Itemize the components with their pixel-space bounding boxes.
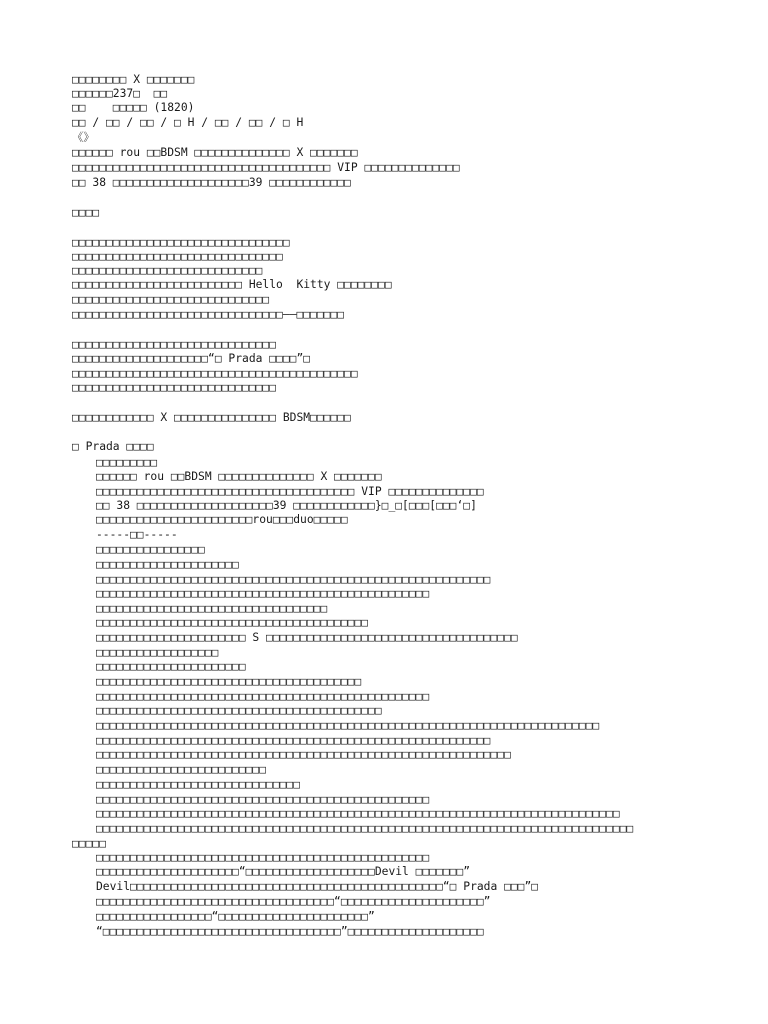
paragraph-line: □□□□□□□□□□□□□□□□□□□□□□□□□□□□□□□——□□□□□□□ [72, 308, 345, 321]
quote-line: □□□□□□□□□□□□□□□□□□□□□□□□□□□□□□□□□□□□□□□□ [96, 616, 369, 629]
quote-line: □□□□□□□□□ [96, 456, 158, 469]
paragraph-line: □□□□□□□□□□□□□□□□□□□□“□ Prada □□□□”□ [72, 352, 311, 365]
paragraph-line: □□□□□□□□□□□□□□□□□□□□□□□□□□□□□□□□□□□□□□□□□□ [72, 367, 358, 380]
quote-line: □□□□□□□□□□□□□□□□□□□□□□□□□□□□□□□□□□□□□□□□□□□□□□□□□□□□□□□□□□ [96, 573, 491, 586]
paragraph-line: □□□□□□□□□□□□□□□□□□□□□□□□□□□□□ [72, 293, 270, 306]
quote-line: □□□□□□□□□□□□□□□□□□□□□□□rou□□□duo□□□□□ [96, 513, 348, 526]
quote-line: □□□□□□□□□□□□□□□□□□□□□“□□□□□□□□□□□□□□□□□□□Devil □□□□□□□” [96, 865, 471, 878]
paragraph-line: □□□□□□□□□□□□□□□□□□□□□□□□□□□□□□□ [72, 250, 283, 263]
quote-line: □□□□□□□□□□□□□□□□□□□□□□□□□ [96, 763, 267, 776]
paragraph-line: □□□□□□□□□□□□□□□□□□□□□□□□□□□□□□ [72, 338, 277, 351]
quote-line: □□□□□□□□□□□□□□□□□□□□□□ S □□□□□□□□□□□□□□□□□□□□□□□□□□□□□□□□□□□□□ [96, 631, 518, 644]
quote-line: □□□□□□□□□□□□□□□□□□□□□□□□□□□□□□□□□□□□□□□□□□□□□□□□□ [96, 690, 430, 703]
quote-line: □□□□□□□□□□□□□□□□□□ [96, 646, 219, 659]
quote-line: “□□□□□□□□□□□□□□□□□□□□□□□□□□□□□□□□□□□”□□□□□□□□□□□□□□□□□□□□ [96, 925, 484, 938]
section-heading: □□□□□ [72, 837, 107, 850]
quote-line: □□□□□□□□□□□□□□□□□□□□□□□□□□□□□□□□□□□□□□□□□□□□□□□□□□□□□□□□□□□□□□□□□□□□□□□□□□ [96, 719, 600, 732]
quote-line: Devil□□□□□□□□□□□□□□□□□□□□□□□□□□□□□□□□□□□□□□□□□□□□□□“□ Prada □□□”□ [96, 880, 539, 893]
paragraph-line: □□□□□□□□□□□□□□□□□□□□□□□□□ Hello Kitty □□□□□□□□ [72, 278, 392, 291]
paragraph-line: □□□□□□□□□□□□□□□□□□□□□□□□□□□□□□□□ [72, 236, 290, 249]
quote-line: □□□□□□□□□□□□□□□□□□□□□□□□□□□□□□□□□□ [96, 602, 328, 615]
quote-line: □□□□□□□□□□□□□□□□□□□□□□□□□□□□□□□□□□□□□□□□□□□□□□□□□□□□□□□□□□ [96, 734, 491, 747]
doc-summary-line: □□ 38 □□□□□□□□□□□□□□□□□□□□39 □□□□□□□□□□□□ [72, 176, 351, 189]
quote-line: □□□□□□□□□□□□□□□□ [96, 543, 205, 556]
quote-line: □□□□□□ rou □□BDSM □□□□□□□□□□□□□□ X □□□□□□□ [96, 470, 382, 483]
quote-line: □□□□□□□□□□□□□□□□□□□□□□□□□□□□□□□□□□□□□□□□□□ [96, 704, 382, 717]
doc-title-line: □□□□□□□□ X □□□□□□□ [72, 73, 195, 86]
doc-summary-line: □□□□□□□□□□□□□□□□□□□□□□□□□□□□□□□□□□□□□□ VIP □□□□□□□□□□□□□□ [72, 161, 460, 174]
quote-line: □□□□□□□□□□□□□□□□□□□□□□□□□□□□□□□□□□□□□□□ [96, 675, 362, 688]
quote-line: □□□□□□□□□□□□□□□□□□□□□□ [96, 660, 246, 673]
paragraph-line: □□□□□□□□□□□□ X □□□□□□□□□□□□□□□ BDSM□□□□□□ [72, 411, 351, 424]
doc-meta-line: □□ □□□□□ (1820) [72, 101, 195, 114]
quote-line: □□□□□□□□□□□□□□□□□□□□□□□□□□□□□□ [96, 778, 301, 791]
section-heading: □□□□ [72, 206, 100, 219]
quote-line: □□□□□□□□□□□□□□□□□□□□□□□□□□□□□□□□□□□“□□□□□□□□□□□□□□□□□□□□□” [96, 895, 491, 908]
doc-summary-line: □□□□□□ rou □□BDSM □□□□□□□□□□□□□□ X □□□□□□□ [72, 146, 358, 159]
quote-line: □□□□□□□□□□□□□□□□□□□□□□□□□□□□□□□□□□□□□□□□□□□□□□□□□ [96, 851, 430, 864]
prada-heading: □ Prada □□□□ [72, 440, 154, 453]
quote-line: □□□□□□□□□□□□□□□□□“□□□□□□□□□□□□□□□□□□□□□□” [96, 910, 375, 923]
divider-line: -----□□----- [96, 528, 178, 541]
quote-line: □□□□□□□□□□□□□□□□□□□□□ [96, 558, 239, 571]
quote-line: □□□□□□□□□□□□□□□□□□□□□□□□□□□□□□□□□□□□□□ VIP □□□□□□□□□□□□□□ [96, 485, 484, 498]
quote-line: □□ 38 □□□□□□□□□□□□□□□□□□□□39 □□□□□□□□□□□□}□_□[□□□[□□□‘□] [96, 499, 477, 512]
quote-line: □□□□□□□□□□□□□□□□□□□□□□□□□□□□□□□□□□□□□□□□□□□□□□□□□□□□□□□□□□□□□ [96, 748, 511, 761]
quote-line: □□□□□□□□□□□□□□□□□□□□□□□□□□□□□□□□□□□□□□□□□□□□□□□□□ [96, 587, 430, 600]
doc-bracket-line: 《》 [72, 131, 95, 144]
paragraph-line: □□□□□□□□□□□□□□□□□□□□□□□□□□□□ [72, 264, 263, 277]
quote-line: □□□□□□□□□□□□□□□□□□□□□□□□□□□□□□□□□□□□□□□□□□□□□□□□□□□□□□□□□□□□□□□□□□□□□□□□□□□□□□□ [96, 822, 634, 835]
paragraph-line: □□□□□□□□□□□□□□□□□□□□□□□□□□□□□□ [72, 381, 277, 394]
quote-line: □□□□□□□□□□□□□□□□□□□□□□□□□□□□□□□□□□□□□□□□□□□□□□□□□□□□□□□□□□□□□□□□□□□□□□□□□□□□□ [96, 807, 620, 820]
doc-meta-line: □□□□□□237□ □□ [72, 87, 168, 100]
quote-line: □□□□□□□□□□□□□□□□□□□□□□□□□□□□□□□□□□□□□□□□□□□□□□□□□ [96, 793, 430, 806]
doc-tags-line: □□ / □□ / □□ / □ H / □□ / □□ / □ H [72, 116, 304, 129]
